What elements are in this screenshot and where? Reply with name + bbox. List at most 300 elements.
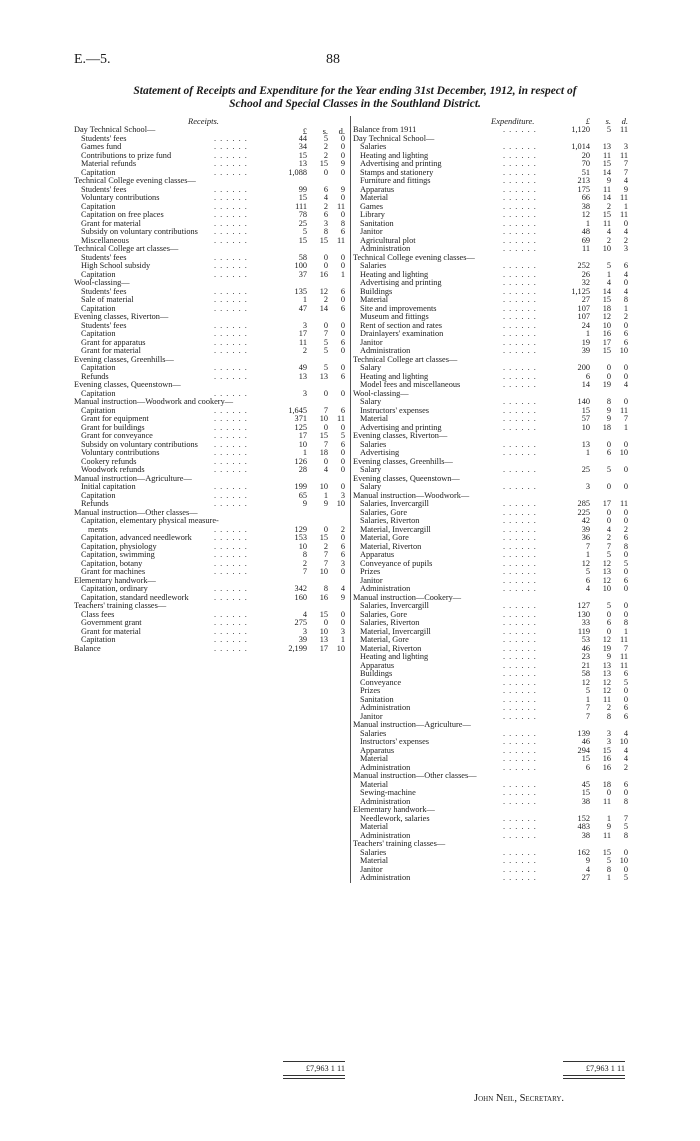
leader-dots: . . . . . . <box>503 796 537 806</box>
pence-value: 0 <box>623 320 628 330</box>
leader-dots: . . . . . . <box>214 363 248 372</box>
pounds-value: 1 <box>585 448 590 457</box>
pence-value: 10 <box>619 346 628 355</box>
leader-dots: . . . . . . <box>503 278 537 287</box>
shillings-value: 0 <box>323 524 328 534</box>
leader-dots: . . . . . . <box>214 482 248 491</box>
shillings-value: 15 <box>602 295 611 304</box>
pounds-value: 99 <box>298 184 307 194</box>
shillings-value: 9 <box>606 414 611 423</box>
row-label: Material <box>360 779 389 789</box>
pence-value: 11 <box>620 210 628 219</box>
leader-dots: . . . . . . <box>214 150 248 160</box>
leader-dots: . . . . . . <box>503 337 537 347</box>
shillings-value: 11 <box>603 184 611 194</box>
pounds-value: 39 <box>581 524 590 534</box>
pounds-value: 7 <box>585 711 590 721</box>
pence-value: 5 <box>623 558 628 568</box>
shillings-value: 5 <box>606 261 611 270</box>
leader-dots: . . . . . . <box>214 303 248 313</box>
row-label: Students' fees <box>81 286 127 296</box>
pence-value: 8 <box>340 218 345 228</box>
pounds-value: 26 <box>581 269 590 279</box>
expenditure-heading: Expenditure. <box>491 116 535 126</box>
shillings-value: 15 <box>319 431 328 440</box>
leader-dots: . . . . . . <box>503 737 537 746</box>
pence-value: 4 <box>623 745 628 755</box>
pence-value: 0 <box>340 167 345 177</box>
pounds-value: 4 <box>585 584 590 593</box>
row-label: Capitation <box>81 167 116 177</box>
pence-value: 0 <box>340 252 345 262</box>
pence-value: 0 <box>340 456 345 466</box>
leader-dots: . . . . . . <box>214 159 248 168</box>
leader-dots: . . . . . . <box>214 261 248 270</box>
shillings-value: 14 <box>602 167 611 177</box>
row-label: Apparatus <box>360 745 395 755</box>
pence-value: 0 <box>340 150 345 160</box>
pence-value: 4 <box>623 286 628 296</box>
pounds-value: 49 <box>298 363 307 372</box>
row-label: Manual instruction—Woodwork— <box>353 490 470 500</box>
leader-dots: . . . . . . <box>503 677 537 687</box>
row-label: Salary <box>360 482 382 491</box>
shillings-value: 0 <box>323 618 328 627</box>
pence-value: 1 <box>623 201 628 211</box>
pounds-value: 12 <box>581 558 590 568</box>
shillings-value: 6 <box>323 184 328 194</box>
leader-dots: . . . . . . <box>503 541 537 551</box>
leader-dots: . . . . . . <box>214 465 248 474</box>
leader-dots: . . . . . . <box>503 822 537 831</box>
pounds-value: 6 <box>585 762 590 772</box>
pounds-value: 25 <box>298 218 307 228</box>
shillings-value: 7 <box>606 541 611 551</box>
shillings-value: 6 <box>323 210 328 219</box>
pence-value: 6 <box>340 227 345 236</box>
pence-value: 3 <box>340 626 345 636</box>
pounds-value: 162 <box>577 847 590 857</box>
pounds-value: 28 <box>298 465 307 474</box>
pounds-value: 36 <box>581 533 590 542</box>
pounds-value: 6 <box>585 371 590 381</box>
row-label: Administration <box>360 703 411 712</box>
row-label: Salary <box>360 465 382 474</box>
shillings-value: 2 <box>323 541 328 551</box>
pence-value: 11 <box>620 405 628 415</box>
pounds-value: 13 <box>581 439 590 449</box>
row-label: Salary <box>360 397 382 406</box>
row-label: Woodwork refunds <box>81 465 145 474</box>
shillings-value: 19 <box>602 643 611 653</box>
shillings-value: 0 <box>606 507 611 517</box>
pence-symbol: d. <box>338 126 345 136</box>
leader-dots: . . . . . . <box>214 346 248 355</box>
pence-value: 7 <box>623 159 628 168</box>
pence-value: 0 <box>623 465 628 474</box>
row-label: Furniture and fittings <box>360 176 431 185</box>
pounds-value: 1 <box>302 448 307 457</box>
row-label: Manual instruction—Cookery— <box>353 592 462 602</box>
shillings-value: 16 <box>602 329 611 338</box>
pence-value: 2 <box>623 235 628 245</box>
shillings-value: 15 <box>602 159 611 168</box>
pounds-value: 5 <box>585 567 590 576</box>
leader-dots: . . . . . . <box>214 643 248 653</box>
shillings-value: 0 <box>323 167 328 177</box>
pounds-value: 47 <box>298 303 307 313</box>
leader-dots: . . . . . . <box>214 405 248 415</box>
row-label: Material <box>360 193 389 202</box>
row-label: Capitation <box>81 329 116 338</box>
pounds-value: 11 <box>299 337 307 347</box>
shillings-value: 12 <box>602 635 611 644</box>
pence-value: 10 <box>619 856 628 865</box>
shillings-value: 1 <box>606 873 611 882</box>
rule <box>563 1078 625 1079</box>
pence-value: 4 <box>623 754 628 763</box>
shillings-value: 4 <box>606 227 611 236</box>
shillings-value: 3 <box>606 737 611 746</box>
leader-dots: . . . . . . <box>503 711 537 721</box>
shillings-value: 15 <box>319 609 328 619</box>
pence-value: 0 <box>623 397 628 406</box>
pounds-value: 111 <box>295 201 307 211</box>
row-label: Students' fees <box>81 133 127 143</box>
leader-dots: . . . . . . <box>214 388 248 398</box>
leader-dots: . . . . . . <box>503 618 537 627</box>
leader-dots: . . . . . . <box>503 847 537 857</box>
leader-dots: . . . . . . <box>503 210 537 219</box>
pence-value: 0 <box>340 618 345 627</box>
shillings-value: 0 <box>323 422 328 432</box>
leader-dots: . . . . . . <box>503 422 537 432</box>
row-label: Capitation <box>81 363 116 372</box>
leader-dots: . . . . . . <box>503 575 537 585</box>
pounds-value: 14 <box>581 380 590 389</box>
shillings-value: 9 <box>606 822 611 831</box>
leader-dots: . . . . . . <box>503 652 537 661</box>
row-label: Class fees <box>81 609 115 619</box>
row-label: Apparatus <box>360 184 395 194</box>
leader-dots: . . . . . . <box>214 227 248 236</box>
pence-value: 1 <box>340 269 345 279</box>
leader-dots: . . . . . . <box>214 618 248 627</box>
shillings-value: 7 <box>323 329 328 338</box>
leader-dots: . . . . . . <box>214 499 248 508</box>
pounds-value: 10 <box>298 439 307 449</box>
pounds-value: 199 <box>294 482 307 491</box>
shillings-value: 0 <box>606 516 611 525</box>
pounds-value: 45 <box>581 779 590 789</box>
pounds-value: 9 <box>302 499 307 508</box>
pounds-value: 48 <box>581 227 590 236</box>
pounds-value: 1 <box>585 694 590 704</box>
pounds-value: 42 <box>581 516 590 525</box>
shillings-value: 15 <box>319 533 328 542</box>
shillings-value: 8 <box>606 711 611 721</box>
shillings-value: 11 <box>603 218 611 228</box>
pounds-value: 483 <box>577 822 590 831</box>
pence-value: 0 <box>623 864 628 874</box>
shillings-value: 0 <box>606 788 611 797</box>
pence-value: 6 <box>623 261 628 270</box>
row-label: Technical College art classes— <box>353 354 458 364</box>
pence-value: 6 <box>623 337 628 347</box>
row-label: Grant for equipment <box>81 414 149 423</box>
leader-dots: . . . . . . <box>503 269 537 279</box>
pounds-value: 126 <box>294 456 307 466</box>
row-label: Material, Gore <box>360 635 409 644</box>
pounds-value: 130 <box>577 609 590 619</box>
pence-value: 0 <box>340 422 345 432</box>
pounds-value: 46 <box>581 737 590 746</box>
shillings-value: 5 <box>606 856 611 865</box>
pounds-value: 38 <box>581 796 590 806</box>
shillings-value: 13 <box>602 660 611 670</box>
row-label: Grant for material <box>81 346 141 355</box>
pence-value: 0 <box>340 609 345 619</box>
leader-dots: . . . . . . <box>503 813 537 823</box>
pounds-value: 58 <box>581 669 590 678</box>
pounds-value: 342 <box>294 584 307 593</box>
pence-value: 1 <box>623 303 628 313</box>
row-label: Evening classes, Riverton— <box>74 312 169 321</box>
shillings-value: 13 <box>319 371 328 381</box>
pence-value: 4 <box>623 728 628 738</box>
row-label: Administration <box>360 796 411 806</box>
shillings-value: 0 <box>323 320 328 330</box>
pence-value: 0 <box>623 847 628 857</box>
row-label: Students' fees <box>81 320 127 330</box>
leader-dots: . . . . . . <box>503 507 537 517</box>
pounds-value: 12 <box>581 210 590 219</box>
row-label: Miscellaneous <box>81 235 129 245</box>
shillings-value: 11 <box>603 830 611 840</box>
pence-value: 5 <box>340 431 345 440</box>
pence-value: 0 <box>623 218 628 228</box>
row-label: Students' fees <box>81 252 127 262</box>
leader-dots: . . . . . . <box>503 762 537 772</box>
pence-value: 1 <box>623 626 628 636</box>
row-label: Capitation, advanced needlework <box>81 533 192 542</box>
shillings-value: 12 <box>602 558 611 568</box>
pence-value: 0 <box>340 346 345 355</box>
pounds-value: 11 <box>582 244 590 253</box>
row-label: Drainlayers' examination <box>360 329 444 338</box>
receipts-rows <box>74 126 345 653</box>
row-label: Technical College evening classes— <box>74 176 196 185</box>
pounds-value: 65 <box>298 490 307 500</box>
row-label: Manual instruction—Agriculture— <box>74 473 192 483</box>
row-label: Janitor <box>360 227 383 236</box>
row-label: Site and improvements <box>360 303 437 313</box>
pounds-value: 100 <box>294 261 307 270</box>
leader-dots: . . . . . . <box>214 252 248 262</box>
pounds-value: 38 <box>581 201 590 211</box>
leader-dots: . . . . . . <box>503 864 537 874</box>
row-label: Manual instruction—Other classes— <box>353 771 477 780</box>
row-label: Salaries, Invercargill <box>360 499 429 508</box>
shillings-value: 4 <box>323 465 328 474</box>
leader-dots: . . . . . . <box>503 414 537 423</box>
leader-dots: . . . . . . <box>503 567 537 576</box>
leader-dots: . . . . . . <box>214 142 248 151</box>
pence-value: 0 <box>623 601 628 610</box>
pence-value: 0 <box>623 694 628 704</box>
pounds-value: 275 <box>294 618 307 627</box>
row-label: Capitation on free places <box>81 210 164 219</box>
shillings-value: 10 <box>602 584 611 593</box>
pence-value: 0 <box>623 567 628 576</box>
pence-value: 10 <box>336 499 345 508</box>
row-label: Prizes <box>360 567 381 576</box>
pence-value: 11 <box>620 660 628 670</box>
row-label: Evening classes, Queenstown— <box>74 380 181 389</box>
pence-value: 0 <box>340 320 345 330</box>
pence-value: 6 <box>340 405 345 415</box>
pence-value: 0 <box>340 363 345 372</box>
leader-dots: . . . . . . <box>503 788 537 797</box>
table-row <box>353 874 628 883</box>
shillings-value: 2 <box>606 235 611 245</box>
pence-value: 5 <box>623 873 628 882</box>
leader-dots: . . . . . . <box>503 533 537 542</box>
shillings-value: 4 <box>606 278 611 287</box>
leader-dots: . . . . . . <box>503 856 537 865</box>
pence-value: 10 <box>336 643 345 653</box>
shillings-value: 10 <box>319 414 328 423</box>
pounds-value: 125 <box>294 422 307 432</box>
secretary-signature: John Neil, Secretary. <box>474 1093 565 1104</box>
receipts-total-value: £7,963 1 11 <box>305 1064 345 1073</box>
pounds-value: 2 <box>302 346 307 355</box>
pence-value: 0 <box>623 788 628 797</box>
pence-value: 0 <box>623 371 628 381</box>
shillings-value: 16 <box>319 269 328 279</box>
row-label: Salaries, Riverton <box>360 516 420 525</box>
leader-dots: . . . . . . <box>214 184 248 194</box>
row-label: Sale of material <box>81 295 134 304</box>
pence-value: 0 <box>623 363 628 372</box>
row-label: Heating and lighting <box>360 652 429 661</box>
leader-dots: . . . . . . <box>503 728 537 738</box>
row-label: Capitation <box>81 303 116 313</box>
row-label: Conveyance of pupils <box>360 558 433 568</box>
pounds-value: 119 <box>577 626 590 636</box>
pounds-value: 53 <box>581 635 590 644</box>
shillings-value: 18 <box>319 448 328 457</box>
pence-value: 0 <box>340 482 345 491</box>
row-label: Janitor <box>360 711 383 721</box>
pounds-value: 1,125 <box>571 286 590 296</box>
leader-dots: . . . . . . <box>503 244 537 253</box>
pounds-value: 15 <box>581 788 590 797</box>
leader-dots: . . . . . . <box>214 550 248 559</box>
pounds-value: 152 <box>577 813 590 823</box>
expenditure-column <box>350 116 628 883</box>
receipts-total <box>283 1061 345 1079</box>
shillings-value: 0 <box>606 439 611 449</box>
pence-value: 0 <box>340 567 345 576</box>
row-label: Salaries, Riverton <box>360 618 420 627</box>
pounds-value: 3 <box>585 482 590 491</box>
leader-dots: . . . . . . <box>214 286 248 296</box>
row-label: Advertising <box>360 448 400 457</box>
pounds-value: 51 <box>581 167 590 177</box>
pence-value: 11 <box>337 235 345 245</box>
shillings-value: 0 <box>323 252 328 262</box>
pence-value: 0 <box>340 329 345 338</box>
pence-value: 6 <box>623 575 628 585</box>
pence-value: 0 <box>623 482 628 491</box>
row-label: Day Technical School— <box>74 125 156 134</box>
leader-dots: . . . . . . <box>214 567 248 576</box>
shillings-value: 14 <box>602 286 611 296</box>
row-label: Heating and lighting <box>360 150 429 160</box>
leader-dots: . . . . . . <box>503 295 537 304</box>
pounds-value: 10 <box>298 541 307 551</box>
leader-dots: . . . . . . <box>503 745 537 755</box>
pence-value: 11 <box>620 652 628 661</box>
pounds-value: 371 <box>294 414 307 423</box>
pence-value: 2 <box>623 524 628 534</box>
shillings-symbol: s. <box>322 126 328 136</box>
leader-dots: . . . . . . <box>503 439 537 449</box>
pence-value: 6 <box>340 286 345 296</box>
shillings-value: 8 <box>323 227 328 236</box>
row-label: Administration <box>360 244 411 253</box>
row-label: Heating and lighting <box>360 269 429 279</box>
pence-value: 4 <box>340 584 345 593</box>
shillings-value: 0 <box>606 363 611 372</box>
pounds-value: 285 <box>577 499 590 508</box>
pence-value: 5 <box>623 822 628 831</box>
pence-value: 7 <box>623 643 628 653</box>
row-label: Salaries <box>360 142 387 151</box>
row-label: Capitation, botany <box>81 558 143 568</box>
pence-value: 0 <box>623 507 628 517</box>
shillings-value: 2 <box>606 703 611 712</box>
pounds-value: 66 <box>581 193 590 202</box>
pence-value: 7 <box>623 813 628 823</box>
shillings-value: 4 <box>606 524 611 534</box>
shillings-value: 0 <box>606 371 611 381</box>
pence-value: 6 <box>340 303 345 313</box>
pence-value: 0 <box>623 516 628 525</box>
leader-dots: . . . . . . <box>214 193 248 202</box>
leader-dots: . . . . . . <box>503 686 537 695</box>
pounds-value: 44 <box>298 133 307 143</box>
pounds-symbol: £ <box>302 126 307 136</box>
leader-dots: . . . . . . <box>503 371 537 381</box>
shillings-value: 6 <box>606 618 611 627</box>
row-label: Salary <box>360 363 382 372</box>
pence-value: 11 <box>620 125 628 134</box>
leader-dots: . . . . . . <box>503 150 537 160</box>
row-label: Elementary handwork— <box>353 805 435 814</box>
shillings-value: 0 <box>606 626 611 636</box>
pounds-value: 25 <box>581 465 590 474</box>
row-label: Conveyance <box>360 677 402 687</box>
row-label: Grant for material <box>81 218 141 228</box>
row-label: Grant for machines <box>81 567 146 576</box>
pence-value: 0 <box>623 439 628 449</box>
pence-value: 4 <box>623 176 628 185</box>
row-label: Initial capitation <box>81 482 136 491</box>
pounds-value: 1 <box>302 295 307 304</box>
row-label: Subsidy on voluntary contributions <box>81 439 198 449</box>
